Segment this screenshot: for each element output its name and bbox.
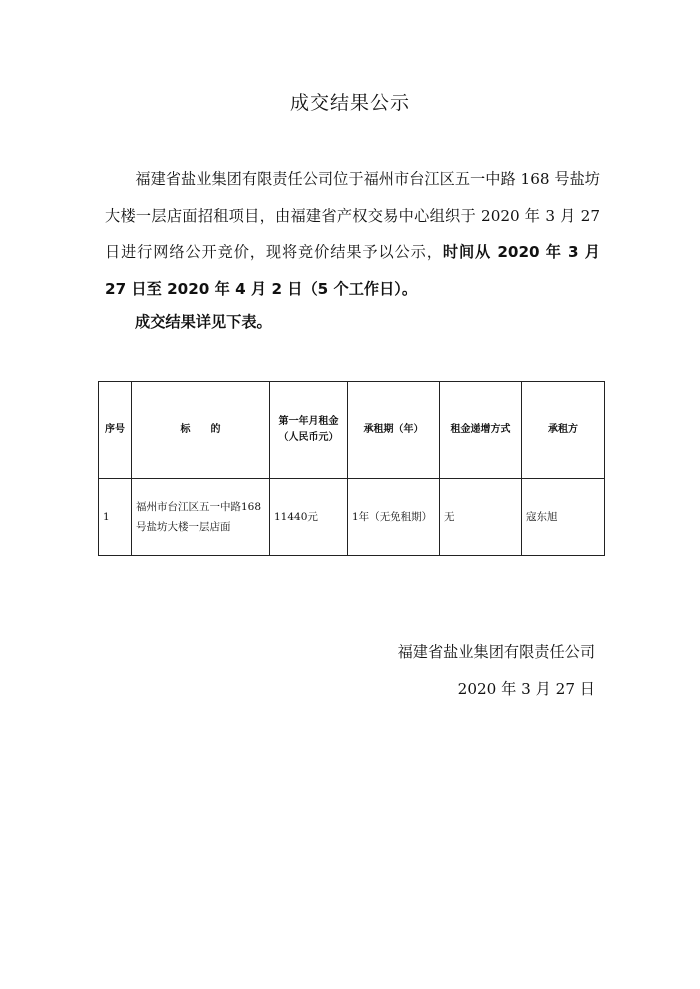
document-title: 成交结果公示 xyxy=(289,92,410,114)
cell-rent-increase: 无 xyxy=(440,479,522,556)
table-reference-note: 成交结果详见下表。 xyxy=(135,313,272,331)
cell-tenant: 寇东旭 xyxy=(522,479,605,556)
signature-date: 2020 年 3 月 27 日 xyxy=(457,680,595,698)
cell-subject: 福州市台江区五一中路168号盐坊大楼一层店面 xyxy=(132,479,270,556)
announcement-text: 福建省盐业集团有限责任公司位于福州市台江区五一中路 168 号盐坊大楼一层店面招租项目，由福建省产权交易中心组织于 2020 年 3 月 27 日进行网络公开竞价，现将竞价结果予以公示， xyxy=(105,170,600,261)
result-table xyxy=(98,381,605,556)
table-row xyxy=(99,479,605,556)
header-rent-increase: 租金递增方式 xyxy=(440,382,522,479)
header-lease-term: 承租期（年） xyxy=(348,382,440,479)
signature-organization: 福建省盐业集团有限责任公司 xyxy=(397,643,595,661)
cell-index: 1 xyxy=(99,479,132,556)
announcement-paragraph xyxy=(105,161,600,307)
header-tenant: 承租方 xyxy=(522,382,605,479)
announcement-period-text: 时间从 2020 年 3 月 27 日至 2020 年 4 月 2 日（5 个工作日）。 xyxy=(105,243,600,298)
header-index: 序号 xyxy=(99,382,132,479)
header-first-year-rent: 第一年月租金（人民币元） xyxy=(270,382,348,479)
cell-first-year-rent: 11440元 xyxy=(270,479,348,556)
table-header-row xyxy=(99,382,605,479)
cell-lease-term: 1年（无免租期） xyxy=(348,479,440,556)
header-subject: 标 的 xyxy=(132,382,270,479)
